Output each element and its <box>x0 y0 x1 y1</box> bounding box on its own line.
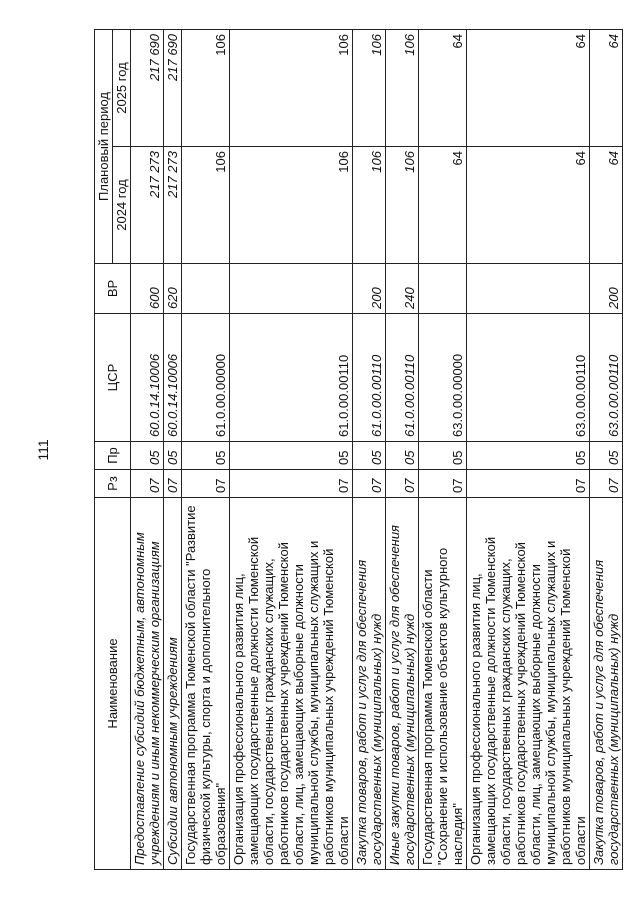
table-cell-vr: 200 <box>590 264 623 314</box>
table-cell-2024: 64 <box>590 147 623 264</box>
table-cell-csr: 61.0.00.00110 <box>386 314 419 442</box>
table-row <box>230 29 353 869</box>
table-cell-2025: 64 <box>419 29 467 146</box>
header-row <box>95 29 113 869</box>
table-row <box>164 29 182 869</box>
table-cell-pr: 05 <box>386 442 419 470</box>
table-cell-2025: 106 <box>182 29 230 146</box>
table-cell-csr: 61.0.00.00000 <box>182 314 230 442</box>
budget-table-rotated <box>94 30 621 870</box>
table-cell-rz: 07 <box>467 470 590 498</box>
table-cell-csr: 63.0.00.00000 <box>419 314 467 442</box>
table-row <box>131 29 164 869</box>
table-cell-vr: 620 <box>164 264 182 314</box>
table-cell-name: Организация профессионального развития лиц, замещающих государственные должности Тюменской области, государственных гражданских служащих, работников государственных учреждений Тюменской области, лиц, замещающих выборные должности муниципальной службы, муниципальных служащих и работников муниципальных учреждений Тюменской области <box>467 498 590 870</box>
table-cell-rz: 07 <box>386 470 419 498</box>
table-cell-name: Государственная программа Тюменской области "Развитие физической культуры, спорта и дополнительного образования" <box>182 498 230 870</box>
table-cell-vr: 600 <box>131 264 164 314</box>
table-body <box>131 29 623 869</box>
table-cell-name: Закупка товаров, работ и услуг для обеспечения государственных (муниципальных) нужд <box>353 498 386 870</box>
table-row <box>467 29 590 869</box>
table-cell-csr: 63.0.00.00110 <box>590 314 623 442</box>
table-cell-name: Субсидии автономным учреждениям <box>164 498 182 870</box>
table-cell-name: Закупка товаров, работ и услуг для обеспечения государственных (муниципальных) нужд <box>590 498 623 870</box>
table-cell-2024: 106 <box>182 147 230 264</box>
table-cell-pr: 05 <box>131 442 164 470</box>
table-cell-2024: 106 <box>353 147 386 264</box>
table-cell-rz: 07 <box>353 470 386 498</box>
table-cell-pr: 05 <box>467 442 590 470</box>
table-cell-pr: 05 <box>590 442 623 470</box>
table-cell-pr: 05 <box>353 442 386 470</box>
table-cell-pr: 05 <box>164 442 182 470</box>
table-cell-2024: 64 <box>419 147 467 264</box>
table-cell-rz: 07 <box>164 470 182 498</box>
header-2025: 2025 год <box>113 29 131 146</box>
table-cell-pr: 05 <box>419 442 467 470</box>
table-cell-rz: 07 <box>131 470 164 498</box>
table-cell-name: Государственная программа Тюменской области "Сохранение и использование объектов культурного наследия" <box>419 498 467 870</box>
table-cell-2024: 106 <box>386 147 419 264</box>
table-row <box>590 29 623 869</box>
table-cell-2025: 106 <box>386 29 419 146</box>
table-cell-2025: 217 690 <box>131 29 164 146</box>
table-cell-2024: 64 <box>467 147 590 264</box>
header-name: Наименование <box>95 498 131 870</box>
table-cell-pr: 05 <box>230 442 353 470</box>
table-cell-csr: 60.0.14.10006 <box>131 314 164 442</box>
table-row <box>182 29 230 869</box>
table-row <box>419 29 467 869</box>
page-number: 111 <box>35 439 51 461</box>
table-cell-vr <box>230 264 353 314</box>
table-cell-csr: 61.0.00.00110 <box>230 314 353 442</box>
table-cell-csr: 61.0.00.00110 <box>353 314 386 442</box>
header-pr: Пр <box>95 442 131 470</box>
table-cell-vr <box>467 264 590 314</box>
table-cell-vr <box>182 264 230 314</box>
header-vr: ВР <box>95 264 131 314</box>
table-cell-2025: 64 <box>467 29 590 146</box>
table-cell-rz: 07 <box>182 470 230 498</box>
header-2024: 2024 год <box>113 147 131 264</box>
table-cell-name: Предоставление субсидий бюджетным, автономным учреждениям и иным некоммерческим организациям <box>131 498 164 870</box>
header-planned-period: Плановый период <box>95 29 113 263</box>
table-cell-2024: 106 <box>230 147 353 264</box>
table-cell-2025: 217 690 <box>164 29 182 146</box>
budget-table <box>94 29 623 870</box>
table-cell-2025: 106 <box>230 29 353 146</box>
table-cell-2024: 217 273 <box>131 147 164 264</box>
table-cell-2025: 64 <box>590 29 623 146</box>
table-row <box>386 29 419 869</box>
table-cell-name: Организация профессионального развития лиц, замещающих государственные должности Тюменской области, государственных гражданских служащих, работников государственных учреждений Тюменской области, лиц, замещающих выборные должности муниципальной службы, муниципальных служащих и работников муниципальных учреждений Тюменской области <box>230 498 353 870</box>
table-row <box>353 29 386 869</box>
table-cell-vr: 200 <box>353 264 386 314</box>
header-rz: Рз <box>95 470 131 498</box>
table-cell-2024: 217 273 <box>164 147 182 264</box>
table-cell-vr: 240 <box>386 264 419 314</box>
table-cell-csr: 63.0.00.00110 <box>467 314 590 442</box>
header-csr: ЦСР <box>95 314 131 442</box>
table-cell-pr: 05 <box>182 442 230 470</box>
table-cell-rz: 07 <box>230 470 353 498</box>
table-cell-rz: 07 <box>590 470 623 498</box>
table-cell-name: Иные закупки товаров, работ и услуг для обеспечения государственных (муниципальных) нужд <box>386 498 419 870</box>
table-cell-2025: 106 <box>353 29 386 146</box>
table-cell-csr: 60.0.14.10006 <box>164 314 182 442</box>
table-cell-vr <box>419 264 467 314</box>
table-cell-rz: 07 <box>419 470 467 498</box>
